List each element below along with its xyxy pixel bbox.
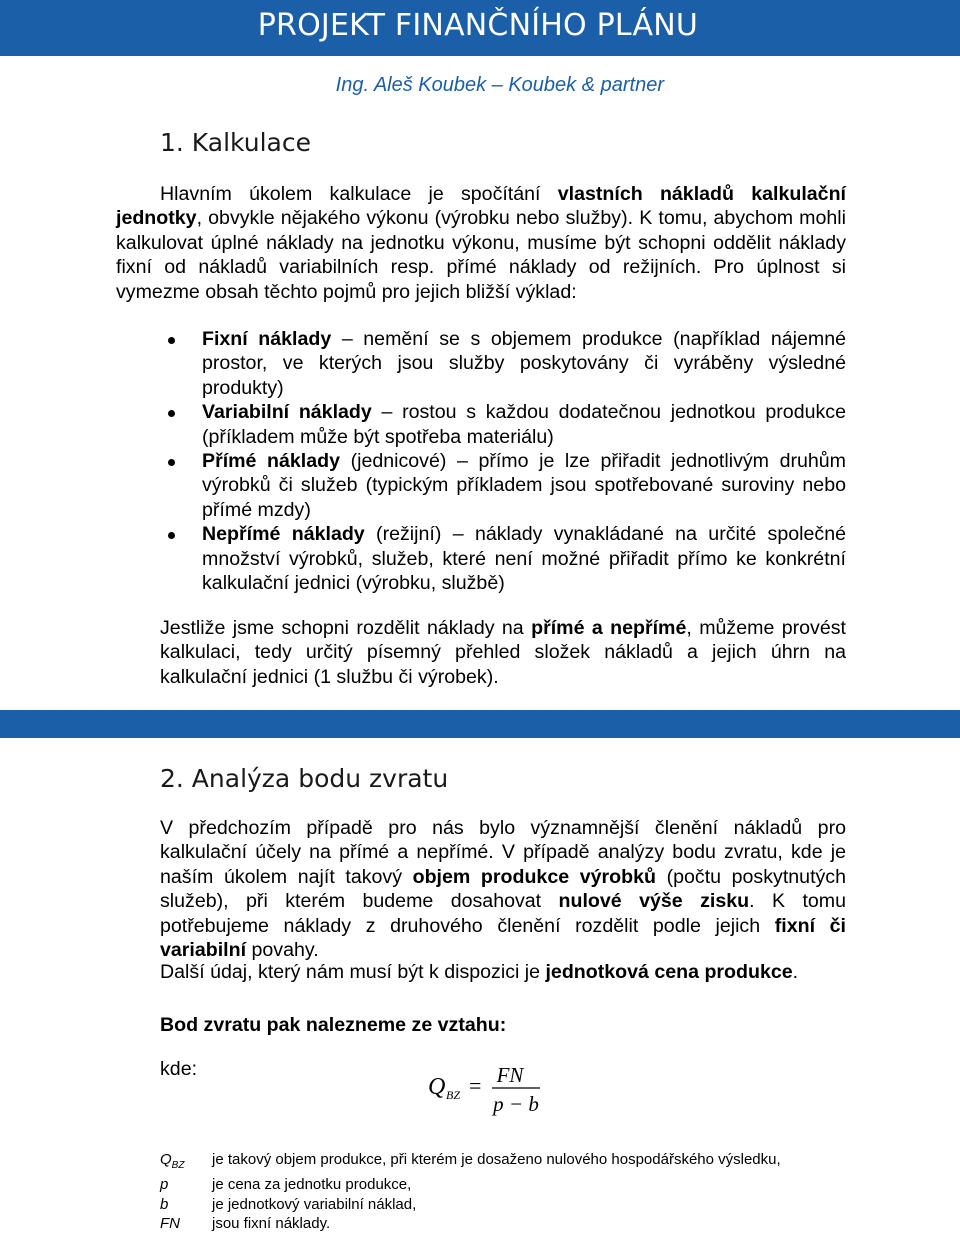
bullet-term: Přímé náklady [202, 450, 340, 473]
legend-symbol [160, 1175, 212, 1194]
p2-text-1: Další údaj, který nám musí být k dispozici je [160, 961, 546, 983]
section-divider-band [0, 710, 960, 738]
formula-numerator: FN [496, 1063, 524, 1087]
unit-price-paragraph [160, 960, 846, 984]
closing-text-2: , můžeme provést kalkulaci, tedy určitý písemný přehled složek nákladů a jejich úhrn na kalkulační jednici (1 službu či výrobek). [160, 617, 846, 688]
legend-symbol-main: Q [160, 1151, 172, 1168]
cost-types-list [160, 327, 846, 595]
bullet-term: Variabilní náklady [202, 401, 372, 424]
author-line: Ing. Aleš Koubek – Koubek & partner [335, 74, 664, 96]
closing-text-1: Jestliže jsme schopni rozdělit náklady na [160, 617, 532, 639]
formula-intro: Bod zvratu pak nalezneme ze vztahu: [160, 1014, 507, 1036]
legend-row [160, 1150, 860, 1175]
p1-bold-3: fixní či variabilní [160, 914, 846, 962]
formula-denominator: p − b [493, 1092, 539, 1116]
formula-lhs-sub: BZ [446, 1088, 461, 1102]
legend-text: je takový objem produkce, při kterém je dosaženo nulového hospodářského výsledku, [212, 1151, 781, 1168]
section-1-closing [116, 616, 846, 689]
p2-text-2: . [792, 961, 799, 983]
p1-text-3: . K tomu potřebujeme náklady z druhového členění rozdělit podle jejich [160, 890, 846, 937]
bullet-icon [168, 410, 175, 417]
section-1-heading: 1. Kalkulace [160, 128, 311, 157]
bullet-text: (jednicové) – přímo je lze přiřadit jednotlivým druhům výrobků či služeb (typickým příkladem jsou spotřebované suroviny nebo přímé mzdy) [202, 450, 846, 521]
list-item [160, 449, 846, 522]
legend-row [160, 1175, 860, 1194]
formula-legend [160, 1150, 860, 1234]
legend-symbol-main: b [160, 1195, 169, 1213]
bullet-term: Nepřímé náklady [202, 523, 365, 546]
formula-equals: = [469, 1073, 482, 1098]
legend-symbol [160, 1195, 212, 1214]
bullet-term: Fixní náklady [202, 328, 332, 350]
break-even-formula [426, 1056, 546, 1116]
legend-text: je cena za jednotku produkce, [212, 1176, 412, 1194]
section-2-heading: 2. Analýza bodu zvratu [160, 764, 449, 793]
section-2-paragraph [116, 816, 846, 962]
p1-bold-1: objem produkce výrobků [412, 865, 656, 888]
legend-text: jsou fixní náklady. [212, 1215, 331, 1233]
closing-bold-1: přímé a nepřímé [531, 617, 687, 639]
bullet-icon [168, 337, 175, 344]
p1-text-1: V předchozím případě pro nás bylo významnější členění nákladů pro kalkulační účely na přímé a nepřímé. V případě analýzy bodu zvratu, kde je naším úkolem najít takový [160, 817, 846, 888]
list-item [160, 522, 846, 595]
p2-bold-1: jednotková cena produkce [545, 961, 793, 983]
legend-symbol-main: p [160, 1176, 169, 1194]
bullet-icon [168, 459, 175, 466]
p1-text-4: povahy. [246, 939, 319, 962]
intro-bold-1: vlastních nákladů kalkulační jednotky [116, 183, 846, 230]
document-title: PROJEKT FINANČNÍHO PLÁNU [257, 8, 698, 43]
legend-text: je jednotkový variabilní náklad, [212, 1195, 417, 1213]
intro-text-2: , obvykle nějakého výkonu (výrobku nebo služby). K tomu, abychom mohli kalkulovat úplné náklady na jednotku výkonu, musíme být schopni oddělit náklady fixní od nákladů variabilních resp. přímé náklady od režijních. Pro úplnost si vymezme obsah těchto pojmů pro jejich bližší výklad: [116, 207, 846, 303]
bullet-text: – nemění se s objemem produkce (například nájemné prostor, ve kterých jsou služby poskytovány či vyráběny výsledné produkty) [202, 328, 846, 399]
legend-symbol [160, 1150, 212, 1175]
section-1-intro [116, 182, 846, 304]
p1-text-2: (počtu poskytnutých služeb), při kterém budeme dosahovat [160, 865, 846, 913]
p1-bold-2: nulové výše zisku [558, 890, 750, 913]
bullet-text: (režijní) – náklady vynakládané na určité společné množství výrobků, služeb, které není možné přiřadit přímo ke konkrétní kalkulační jednici (výrobku, službě) [202, 523, 846, 595]
intro-text-1: Hlavním úkolem kalkulace je spočítání [160, 183, 558, 205]
list-item [160, 400, 846, 449]
legend-symbol-sub: BZ [171, 1160, 185, 1171]
where-label: kde: [160, 1058, 198, 1080]
bullet-text: – rostou s každou dodatečnou jednotkou produkce (příkladem může být spotřeba materiálu) [202, 401, 846, 448]
bullet-icon [168, 532, 175, 539]
legend-symbol-main: FN [160, 1215, 180, 1233]
legend-row [160, 1195, 860, 1214]
formula-lhs: Q [428, 1074, 446, 1100]
list-item [160, 327, 846, 400]
